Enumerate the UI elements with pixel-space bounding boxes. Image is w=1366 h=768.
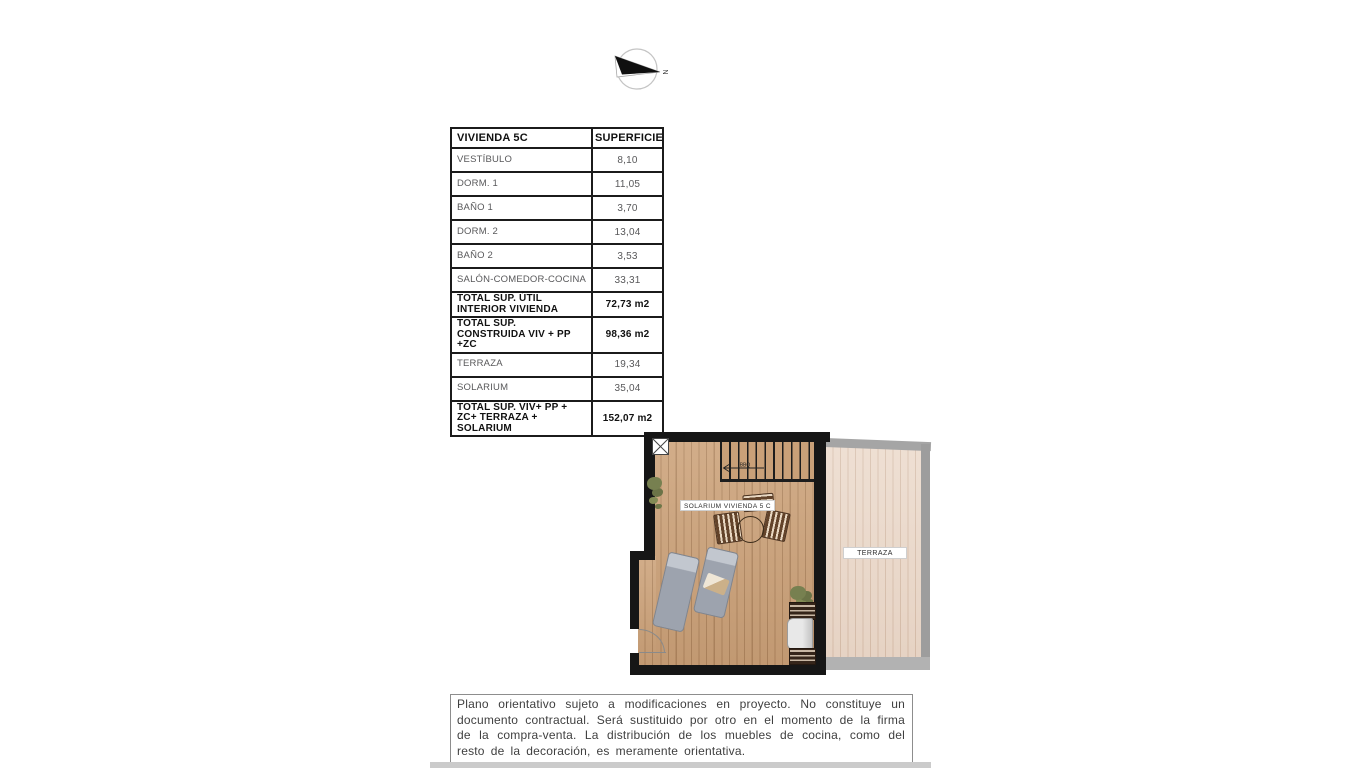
table-row <box>451 220 663 244</box>
terrace-label: TERRAZA <box>843 547 907 559</box>
bottom-divider <box>430 762 931 768</box>
table-row <box>451 268 663 292</box>
area-value: 152,07 m2 <box>592 401 663 437</box>
disclaimer-box <box>450 694 913 764</box>
room-label: TOTAL SUP. VIV+ PP + ZC+ TERRAZA + SOLARIUM <box>451 401 592 437</box>
table-row <box>451 401 663 437</box>
wall-dividing <box>814 440 826 675</box>
area-value: 3,53 <box>592 244 663 268</box>
stairs-label: BBQ <box>739 462 751 469</box>
room-label: TOTAL SUP. CONSTRUIDA VIV + PP +ZC <box>451 317 592 353</box>
area-table <box>450 127 664 437</box>
table-row <box>451 377 663 401</box>
solarium-label: SOLARIUM VIVIENDA 5 C <box>680 500 775 511</box>
compass-icon <box>607 41 671 97</box>
table-row <box>451 244 663 268</box>
room-label: TERRAZA <box>451 353 592 377</box>
stairs-direction-arrow <box>720 460 768 474</box>
shaft-symbol <box>652 438 669 455</box>
area-value: 35,04 <box>592 377 663 401</box>
table-row <box>451 317 663 353</box>
wall-bottom <box>630 665 824 675</box>
round-table <box>737 516 764 543</box>
room-label: SOLARIUM <box>451 377 592 401</box>
table-row <box>451 148 663 172</box>
area-value: 19,34 <box>592 353 663 377</box>
room-label: DORM. 1 <box>451 172 592 196</box>
table-header-room: VIVIENDA 5C <box>451 128 592 148</box>
room-label: TOTAL SUP. ÚTIL INTERIOR VIVIENDA <box>451 292 592 317</box>
room-label: VESTÍBULO <box>451 148 592 172</box>
terrace-wall-right <box>921 444 930 667</box>
table-row <box>451 353 663 377</box>
table-header-row <box>451 128 663 148</box>
table-row <box>451 196 663 220</box>
compass-north-label: N <box>661 69 668 75</box>
bbq-unit <box>787 618 813 650</box>
area-value: 13,04 <box>592 220 663 244</box>
table-header-area: SUPERFICIE <box>592 128 663 148</box>
room-label: BAÑO 1 <box>451 196 592 220</box>
room-label: SALÓN-COMEDOR-COCINA <box>451 268 592 292</box>
disclaimer-text: Plano orientativo sujeto a modificaciones en proyecto. No constituye un documento contractual. Será sustituido por otro en el momento de la firma de la compra-venta. La distribución de los muebles de cocina, como del resto de la decoración, es meramente orientativa. <box>457 697 905 758</box>
wall-top <box>644 432 830 442</box>
table-row <box>451 292 663 317</box>
area-value: 98,36 m2 <box>592 317 663 353</box>
floor-plan <box>628 432 930 677</box>
area-value: 33,31 <box>592 268 663 292</box>
room-label: BAÑO 2 <box>451 244 592 268</box>
wall-left-lower <box>630 551 639 629</box>
slatted-bench <box>789 648 816 665</box>
area-value: 11,05 <box>592 172 663 196</box>
room-label: DORM. 2 <box>451 220 592 244</box>
area-value: 8,10 <box>592 148 663 172</box>
terrace-wall-bottom <box>825 657 930 670</box>
table-row <box>451 172 663 196</box>
area-value: 72,73 m2 <box>592 292 663 317</box>
door-leaf <box>639 652 666 653</box>
area-value: 3,70 <box>592 196 663 220</box>
